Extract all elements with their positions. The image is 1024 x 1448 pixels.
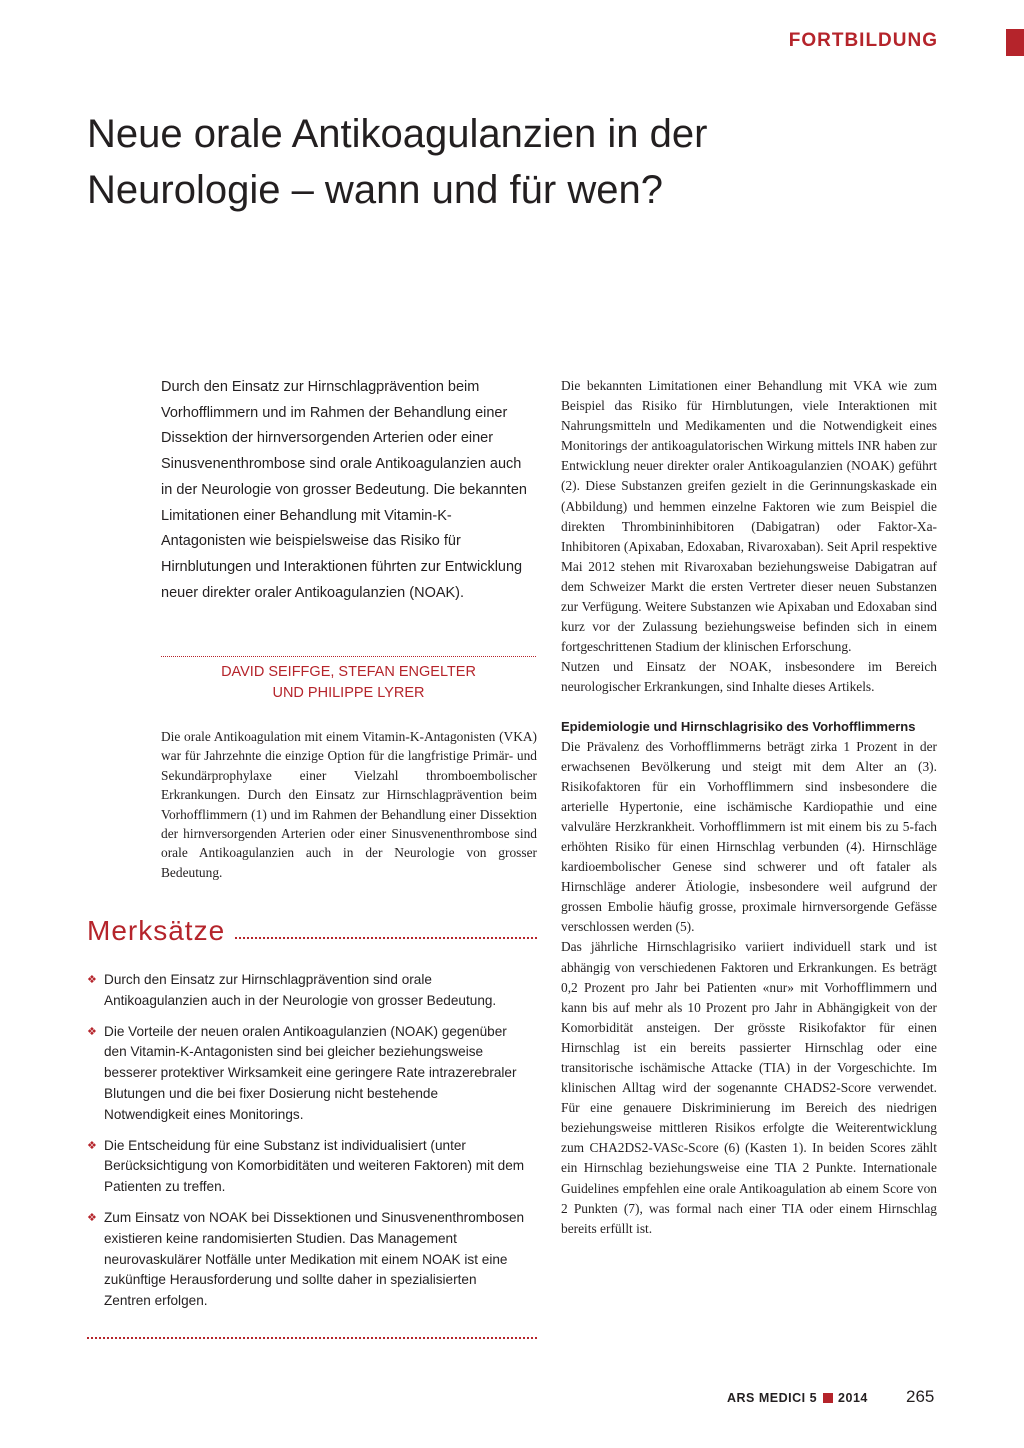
footer-square-icon [823,1393,833,1403]
journal-year: 2014 [838,1391,868,1405]
merksaetze-item [87,1136,527,1198]
body-paragraph: Nutzen und Einsatz der NOAK, insbesondere im Bereich neurologischer Erkrankungen, sind Inhalte dieses Artikels. [561,659,937,695]
merksaetze-text: Die Entscheidung für eine Substanz ist individualisiert (unter Berücksichtigung von Komorbiditäten und weiteren Faktoren) mit dem Patienten zu treffen. [104,1137,525,1195]
merksaetze-text: Zum Einsatz von NOAK bei Dissektionen und Sinusvenenthrombosen existieren keine randomisierten Studien. Das Management neurovaskulärer Notfälle unter Medikation mit einem NOAK ist eine zukünftige Herausforderung und sollte daher in spezialisierten Zentren erfolgen. [104,1209,525,1309]
merksaetze-item [87,1208,527,1312]
merksaetze-item [87,970,527,1012]
diamond-bullet-icon: ❖ [87,974,97,986]
diamond-bullet-icon: ❖ [87,1025,97,1038]
page-footer [727,1391,868,1405]
body-paragraph: Die Prävalenz des Vorhofflimmerns beträgt zirka 1 Prozent in der erwachsenen Bevölkerung und steigt mit dem Alter an (3). Risikofaktoren für ein Vorhofflimmern sind insbesondere die arterielle Hypertonie, eine ischämische Kardiopathie und eine valvuläre Herzkrankheit. Vorhofflimmern ist mit einem bis zu 5-fach erhöhten Risiko für einen Hirnschlag verbunden (4). Hirnschläge kardioembolischer Genese sind schwerer und oft fataler als Hirnschläge anderer Ätiologie, insbesondere weil aufgrund der grossen Embolie häufig grosse, proximale hirnversorgende Gefässe verschlossen werden (5). [561,738,937,935]
article-authors [161,662,536,704]
section-heading: Epidemiologie und Hirnschlagrisiko des Vorhofflimmerns [561,718,916,734]
section-marker [1006,29,1024,56]
merksaetze-title: Merksätze [87,915,226,946]
diamond-bullet-icon: ❖ [87,1139,97,1152]
article-title [87,106,907,218]
article-body-column [561,376,937,1239]
authors-line: UND PHILIPPE LYRER [272,685,425,701]
article-title-line: Neurologie – wann und für wen? [87,168,663,212]
body-paragraph: Das jährliche Hirnschlagrisiko variiert individuell stark und ist abhängig von verschiedenen Faktoren und Erkrankungen. Es beträgt 0,2 Prozent pro Jahr bei Patienten «nur» mit Vorhofflimmern und kann bis auf mehr als 10 Prozent pro Jahr in Abhängigkeit von der Komorbidität ansteigen. Der grösste Risikofaktor für einen Hirnschlag ist ein bereits passierter Hirnschlag oder eine transitorische ischämische Attacke (TIA) in der Vorgeschichte. Im klinischen Alltag wird der sogenannte CHADS2-Score verwendet. Für eine genauere Diskriminierung im Bereich des niedrigen beziehungsweise mittleren Risikos erfolgte die Weiterentwicklung zum CHA2DS2-VASc-Score (6) (Kasten 1). In beiden Scores zählt ein Hirnschlag beziehungsweise eine TIA 2 Punkte. Internationale Guidelines empfehlen eine orale Antikoagulation ab einem Score von 2 Punkten (7), was formal nach einer TIA oder einem Hirnschlag bereits erfüllt ist. [561,939,937,1236]
diamond-bullet-icon: ❖ [87,1211,97,1224]
authors-line: DAVID SEIFFGE, STEFAN ENGELTER [221,664,476,680]
body-paragraph: Die bekannten Limitationen einer Behandlung mit VKA wie zum Beispiel das Risiko für Hirnblutungen, viele Interaktionen mit Nahrungsmitteln und Medikamenten und die Notwendigkeit eines Monitorings der antikoagulatorischen Wirkung mittels INR haben zur Entwicklung neuer direkter oraler Antikoagulanzien (NOAK) geführt (2). Diese Substanzen greifen gezielt in die Gerinnungskaskade ein (Abbildung) und hemmen einzelne Faktoren wie zum Beispiel die direkten Thrombininhibitoren (Dabigatran) oder Faktor-Xa-Inhibitoren (Apixaban, Edoxaban, Rivaroxaban). Seit April respektive Mai 2012 stehen mit Rivaroxaban beziehungsweise Dabigatran auf dem Schweizer Markt die ersten Vertreter dieser neuen Substanzen zur Verfügung. Weitere Substanzen wie Apixaban und Edoxaban sind kurz vor der Zulassung beziehungsweise befinden sich in einem fortgeschrittenen Stadium der klinischen Erforschung. [561,378,937,655]
authors-divider [161,656,536,657]
merksaetze-bottom-divider [87,1337,537,1339]
merksaetze-heading [87,908,537,948]
article-intro: Die orale Antikoagulation mit einem Vitamin-K-Antagonisten (VKA) war für Jahrzehnte die einzige Option für die langfristige Primär- und Sekundärprophylaxe einer Vielzahl thromboembolischer Erkrankungen. Durch den Einsatz zur Hirnschlagprävention beim Vorhofflimmern (1) und im Rahmen der Behandlung einer Dissektion der hirnversorgenden Arterien oder einer Sinusvenenthrombose sind orale Antikoagulanzien auch in der Neurologie von grosser Bedeutung. [161,729,537,880]
page-number: 265 [906,1387,935,1406]
merksaetze-divider [235,937,537,939]
merksaetze-text: Durch den Einsatz zur Hirnschlagprävention sind orale Antikoagulanzien auch in der Neurologie von grosser Bedeutung. [104,972,497,1008]
merksaetze-text: Die Vorteile der neuen oralen Antikoagulanzien (NOAK) gegenüber den Vitamin-K-Antagonisten sind bei gleicher beziehungsweise besserer protektiver Wirksamkeit eine geringere Rate intrazerebraler Blutungen und die bei fixer Dosierung nicht bestehende Notwendigkeit eines Monitorings. [104,1023,517,1122]
merksaetze-item [87,1022,527,1126]
section-label: FORTBILDUNG [788,30,938,51]
journal-name: ARS MEDICI 5 [727,1391,818,1405]
merksaetze-list [87,970,527,1322]
article-title-line: Neue orale Antikoagulanzien in der [87,112,708,156]
article-lead: Durch den Einsatz zur Hirnschlagprävention beim Vorhofflimmern und im Rahmen der Behandlung einer Dissektion der hirnversorgenden Arterien oder einer Sinusvenenthrombose sind orale Antikoagulanzien auch in der Neurologie von grosser Bedeutung. Die bekannten Limitationen einer Behandlung mit Vitamin-K-Antagonisten wie beispielsweise das Risiko für Hirnblutungen und Interaktionen führten zur Entwicklung neuer direkter oraler Antikoagulanzien (NOAK). [161,379,527,601]
